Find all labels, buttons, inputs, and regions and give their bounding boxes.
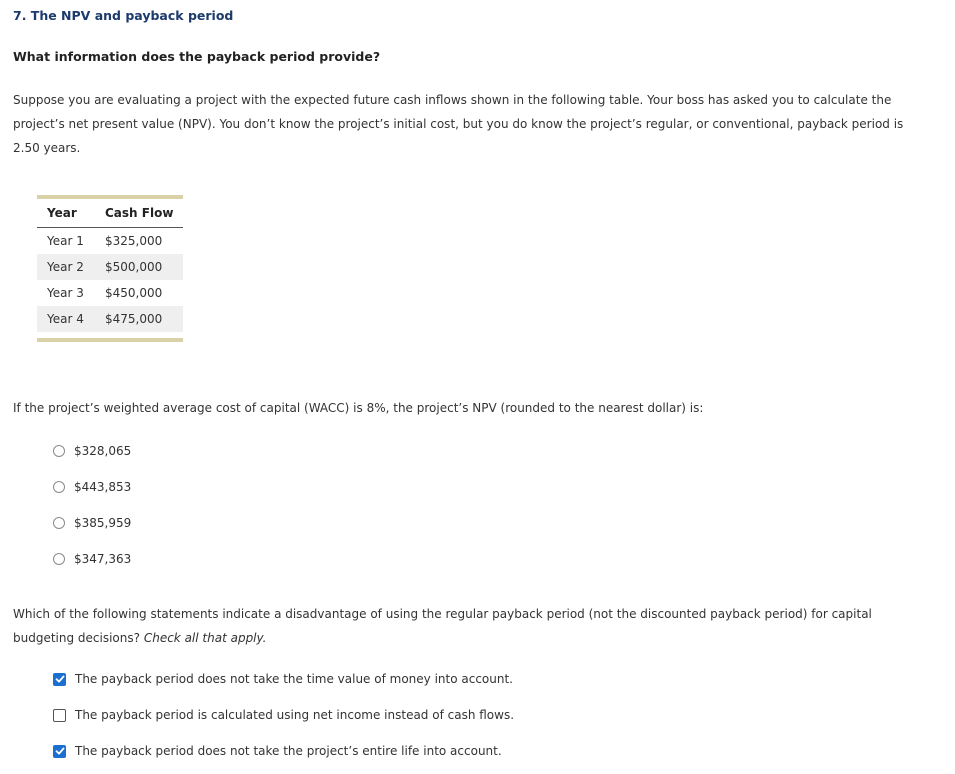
- check-all-hint: Check all that apply.: [143, 631, 267, 645]
- npv-option-2[interactable]: [53, 479, 131, 495]
- radio-button[interactable]: [53, 553, 65, 565]
- npv-option-4[interactable]: [53, 551, 131, 567]
- npv-question: If the project’s weighted average cost of capital (WACC) is 8%, the project’s NPV (rounded to the nearest dollar) is:: [13, 401, 704, 415]
- radio-button[interactable]: [53, 481, 65, 493]
- cell-year: Year 2: [37, 254, 105, 280]
- npv-option-label: $347,363: [74, 552, 132, 566]
- npv-option-1[interactable]: [53, 443, 131, 459]
- cell-cash-flow: $475,000: [105, 306, 183, 332]
- table-row: [37, 228, 183, 255]
- radio-button[interactable]: [53, 445, 65, 457]
- checkbox-checked[interactable]: [53, 673, 66, 686]
- disadvantage-option-1[interactable]: [53, 671, 513, 687]
- cell-cash-flow: $500,000: [105, 254, 183, 280]
- npv-option-label: $385,959: [74, 516, 132, 530]
- cell-year: Year 4: [37, 306, 105, 332]
- checkmark-icon: [55, 674, 65, 684]
- cash-flow-table: [37, 195, 183, 342]
- disadvantage-option-label: The payback period is calculated using net income instead of cash flows.: [75, 708, 515, 722]
- cell-cash-flow: $325,000: [105, 234, 163, 248]
- header-cash-flow: Cash Flow: [105, 199, 183, 228]
- disadvantage-question: [13, 602, 913, 650]
- disadvantage-option-label: The payback period does not take the time value of money into account.: [75, 672, 513, 686]
- checkbox-checked[interactable]: [53, 745, 66, 758]
- radio-button[interactable]: [53, 517, 65, 529]
- checkmark-icon: [55, 746, 65, 756]
- npv-option-3[interactable]: [53, 515, 131, 531]
- npv-option-label: $328,065: [74, 444, 132, 458]
- table-bottom-bar: [37, 338, 183, 342]
- cell-year: Year 1: [47, 234, 84, 248]
- table-row: [37, 306, 183, 332]
- disadvantage-option-label: The payback period does not take the project’s entire life into account.: [75, 744, 502, 758]
- cell-cash-flow: $450,000: [105, 286, 163, 300]
- npv-option-label: $443,853: [74, 480, 132, 494]
- problem-description: Suppose you are evaluating a project with the expected future cash inflows shown in the following table. Your boss has asked you to calculate the project’s net present value (NPV). You don’t know the project’s initial cost, but you do know the project’s regular, or conventional, payback period is 2.50 years.: [13, 93, 904, 155]
- header-year: Year: [37, 199, 105, 228]
- disadvantage-option-2[interactable]: [53, 707, 514, 723]
- payback-info-question: What information does the payback period provide?: [13, 49, 381, 64]
- table-row: [37, 280, 183, 306]
- checkbox-unchecked[interactable]: [53, 709, 66, 722]
- disadvantage-question-text: Which of the following statements indicate a disadvantage of using the regular payback period (not the discounted payback period) for capital budgeting decisions?: [13, 607, 872, 645]
- section-title: 7. The NPV and payback period: [13, 8, 234, 23]
- table-row: [37, 254, 183, 280]
- cell-year: Year 3: [47, 286, 84, 300]
- disadvantage-option-3[interactable]: [53, 743, 502, 759]
